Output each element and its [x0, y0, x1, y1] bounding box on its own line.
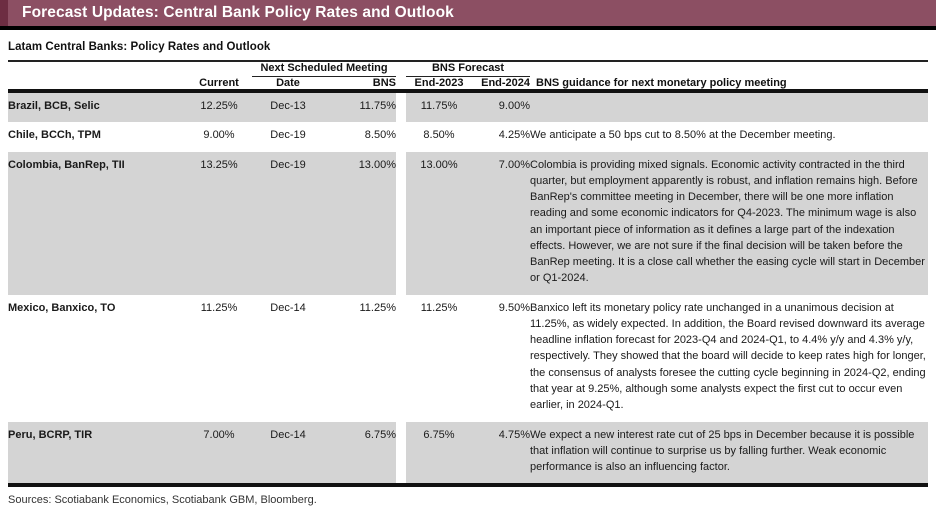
cell-gap	[396, 295, 406, 422]
table-header	[8, 62, 928, 89]
cell-date: Dec-19	[252, 152, 324, 295]
cell-end-2024: 4.25%	[472, 122, 530, 151]
column-header-guidance: BNS guidance for next monetary policy meeting	[536, 77, 787, 89]
cell-current: 13.25%	[186, 152, 252, 295]
table-row	[8, 122, 928, 151]
table-column-header-row	[8, 77, 928, 90]
cell-bns: 11.75%	[324, 93, 396, 122]
column-header-current: Current	[199, 77, 239, 89]
cell-end-2023: 6.75%	[406, 422, 472, 484]
table-bottom-rule	[8, 483, 928, 487]
table-row	[8, 152, 928, 295]
cell-end-2024: 7.00%	[472, 152, 530, 295]
column-header-bank	[8, 77, 186, 90]
column-header-end-2024: End-2024	[481, 77, 531, 89]
forecast-table-container	[0, 60, 936, 487]
cell-date: Dec-19	[252, 122, 324, 151]
cell-guidance: Colombia is providing mixed signals. Economic activity contracted in the third quarter, but employment apparently is robust, and inflation remains high. Before BanRep's committee meeting in December, there will be one more inflation reading and some economic indicators for Q4-2023. The minimum wage is also an important piece of information as it defines a large part of the indexation effects. However, we are not sure if the final decision will be taken before the BanRep meeting. It is a close call whether the easing cycle will start in December or Q1-2024.	[530, 152, 928, 295]
cell-end-2023: 8.50%	[406, 122, 472, 151]
group-header-spacer	[186, 62, 252, 77]
cell-gap	[396, 152, 406, 295]
cell-bns: 13.00%	[324, 152, 396, 295]
title-accent-bar	[0, 0, 8, 26]
cell-end-2024: 9.00%	[472, 93, 530, 122]
cell-bns: 6.75%	[324, 422, 396, 484]
cell-current: 12.25%	[186, 93, 252, 122]
group-header-guidance-blank	[530, 62, 928, 77]
column-header-gap	[396, 77, 406, 90]
group-header-next-meeting: Next Scheduled Meeting	[252, 62, 396, 77]
cell-date: Dec-13	[252, 93, 324, 122]
group-header-blank	[8, 62, 186, 77]
title-banner	[0, 0, 936, 26]
cell-end-2023: 13.00%	[406, 152, 472, 295]
cell-bank: Peru, BCRP, TIR	[8, 422, 186, 484]
cell-gap	[396, 93, 406, 122]
cell-bank: Mexico, Banxico, TO	[8, 295, 186, 422]
cell-end-2024: 4.75%	[472, 422, 530, 484]
column-header-date: Date	[276, 77, 300, 89]
cell-current: 7.00%	[186, 422, 252, 484]
column-header-end-2023: End-2023	[414, 77, 464, 89]
cell-date: Dec-14	[252, 422, 324, 484]
group-header-bns-forecast: BNS Forecast	[406, 62, 530, 77]
table-row	[8, 295, 928, 422]
group-header-gap	[396, 62, 406, 77]
cell-guidance	[530, 93, 928, 122]
cell-date: Dec-14	[252, 295, 324, 422]
table-row	[8, 422, 928, 484]
table-subtitle: Latam Central Banks: Policy Rates and Outlook	[8, 41, 271, 53]
cell-bank: Chile, BCCh, TPM	[8, 122, 186, 151]
cell-gap	[396, 422, 406, 484]
cell-end-2024: 9.50%	[472, 295, 530, 422]
cell-end-2023: 11.25%	[406, 295, 472, 422]
cell-bank: Brazil, BCB, Selic	[8, 93, 186, 122]
cell-end-2023: 11.75%	[406, 93, 472, 122]
table-row	[8, 93, 928, 122]
cell-bns: 11.25%	[324, 295, 396, 422]
forecast-table-body-wrapper	[8, 93, 928, 483]
cell-current: 11.25%	[186, 295, 252, 422]
cell-bns: 8.50%	[324, 122, 396, 151]
cell-gap	[396, 122, 406, 151]
table-group-header-row	[8, 62, 928, 77]
cell-current: 9.00%	[186, 122, 252, 151]
cell-guidance: Banxico left its monetary policy rate unchanged in a unanimous decision at 11.25%, as widely expected. In addition, the Board revised downward its average headline inflation forecast for 2023-Q4 and 2024-Q1, to 4.4% y/y and 4.3% y/y, respectively. They showed that the board will decide to keep rates high for longer, the consensus of analysts foresee the cutting cycle beginning in 2024-Q2, ending that year at 9.25%, although some analysts expect the first cut to occur even earlier, in 2024-Q1.	[530, 295, 928, 422]
cell-guidance: We expect a new interest rate cut of 25 bps in December because it is possible that inflation will continue to surprise us by falling further. Weak economic performance is also an influencing factor.	[530, 422, 928, 484]
table-body	[8, 93, 928, 483]
forecast-table	[8, 62, 928, 89]
cell-bank: Colombia, BanRep, TII	[8, 152, 186, 295]
cell-guidance: We anticipate a 50 bps cut to 8.50% at the December meeting.	[530, 122, 928, 151]
sources-note: Sources: Scotiabank Economics, Scotiabank GBM, Bloomberg.	[8, 494, 317, 507]
column-header-bns: BNS	[372, 77, 397, 89]
page-title: Forecast Updates: Central Bank Policy Rates and Outlook	[22, 4, 454, 21]
